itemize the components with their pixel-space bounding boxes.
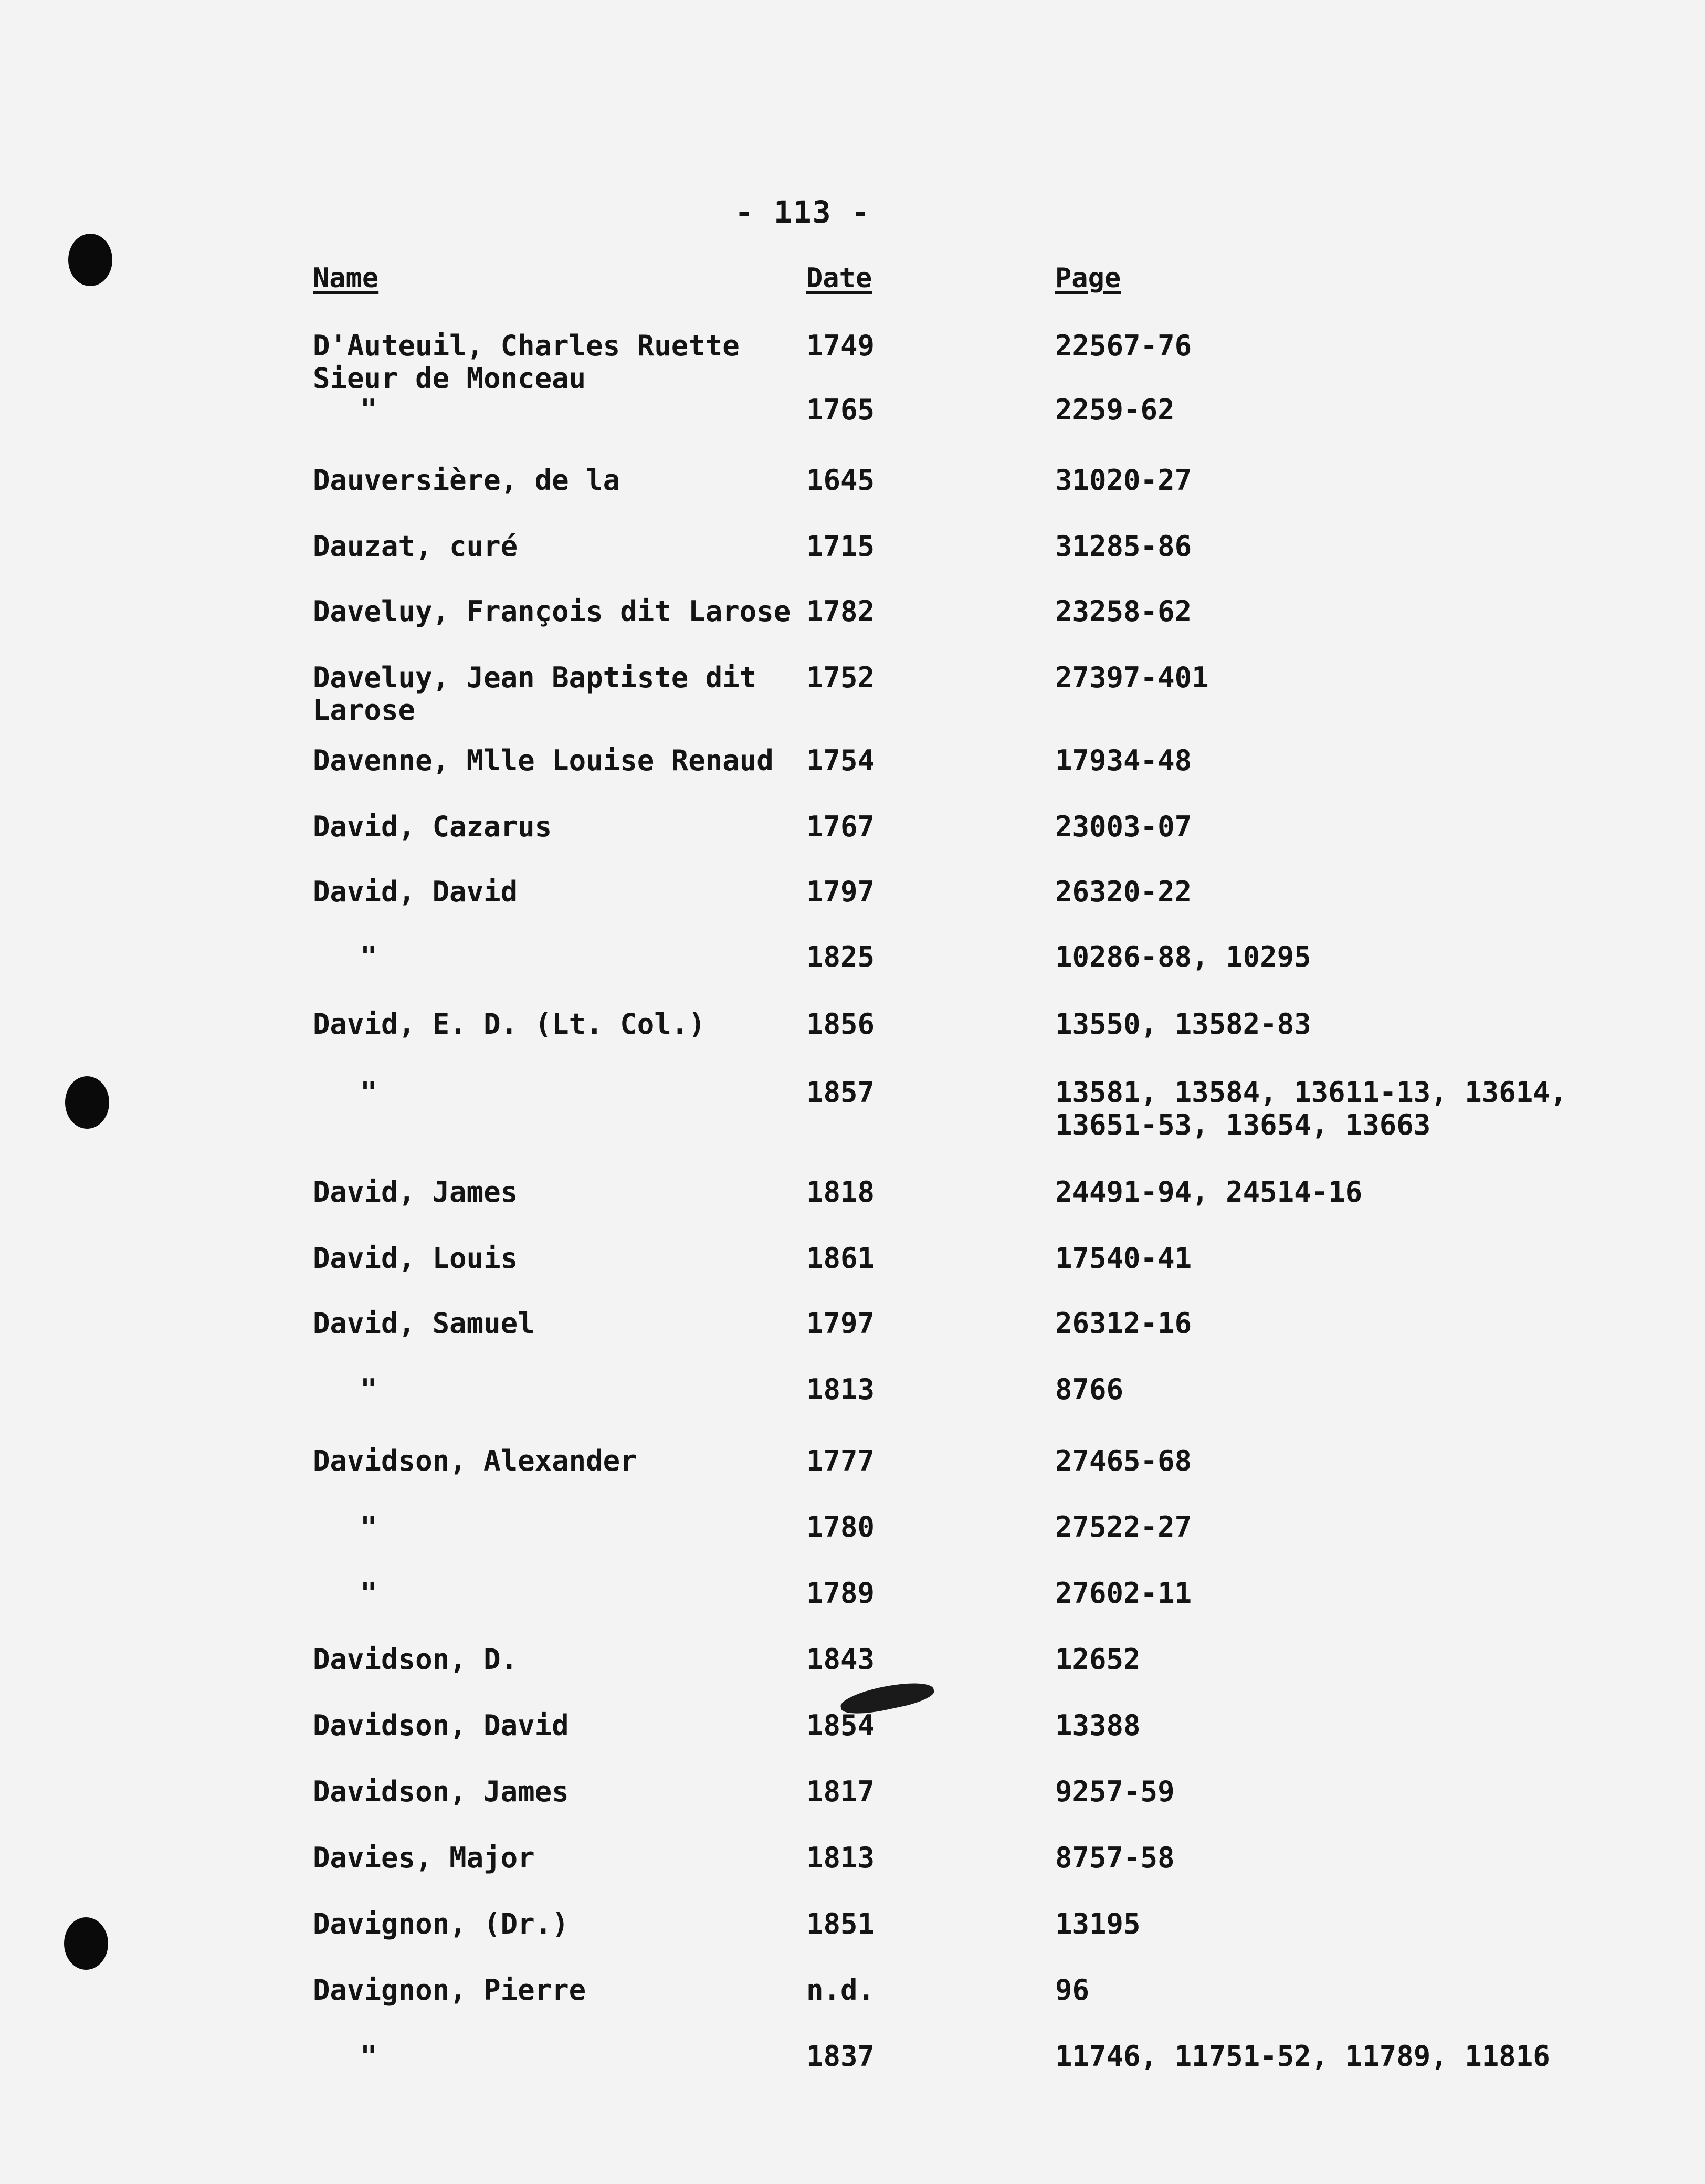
entry-page: 11746, 11751-52, 11789, 11816: [1055, 2040, 1550, 2073]
entry-name: Dauversière, de la: [313, 464, 620, 497]
entry-date: 1715: [806, 530, 875, 563]
entry-date: 1857: [806, 1076, 875, 1109]
entry-name: ": [360, 940, 377, 973]
entry-date: 1797: [806, 1307, 875, 1340]
entry-name: Davignon, Pierre: [313, 1973, 586, 2007]
entry-date: 1856: [806, 1007, 875, 1041]
column-header-date: Date: [806, 262, 872, 294]
entry-date: 1754: [806, 744, 875, 777]
entry-date: 1818: [806, 1175, 875, 1209]
entry-page: 27397-401: [1055, 661, 1209, 694]
entry-date: 1813: [806, 1841, 875, 1874]
entry-page: 24491-94, 24514-16: [1055, 1175, 1363, 1209]
entry-page: 9257-59: [1055, 1775, 1175, 1808]
entry-name: Davies, Major: [313, 1841, 535, 1874]
binder-hole-bottom: [64, 1917, 108, 1970]
entry-date: 1782: [806, 595, 875, 628]
entry-name: Davignon, (Dr.): [313, 1907, 569, 1940]
entry-page: 26320-22: [1055, 875, 1192, 908]
entry-name: ": [360, 1577, 377, 1610]
entry-name: D'Auteuil, Charles Ruette Sieur de Monceau: [313, 329, 740, 395]
entry-date: 1861: [806, 1242, 875, 1275]
entry-name: Davidson, Alexander: [313, 1444, 637, 1477]
entry-date: 1854: [806, 1709, 875, 1742]
entry-page: 26312-16: [1055, 1307, 1192, 1340]
entry-name: David, E. D. (Lt. Col.): [313, 1007, 706, 1041]
entry-name: David, Samuel: [313, 1307, 535, 1340]
entry-date: 1767: [806, 810, 875, 843]
entry-page: 27522-27: [1055, 1510, 1192, 1544]
entry-name: ": [360, 2040, 377, 2073]
entry-date: n.d.: [806, 1973, 875, 2007]
entry-page: 8757-58: [1055, 1841, 1175, 1874]
entry-date: 1777: [806, 1444, 875, 1477]
entry-name: ": [360, 393, 377, 426]
binder-hole-top: [68, 234, 112, 286]
entry-page: 17540-41: [1055, 1242, 1192, 1275]
entry-date: 1843: [806, 1643, 875, 1676]
entry-date: 1749: [806, 329, 875, 362]
entry-name: Dauzat, curé: [313, 530, 518, 563]
entry-name: Davidson, James: [313, 1775, 569, 1808]
entry-date: 1752: [806, 661, 875, 694]
entry-name: Davidson, D.: [313, 1643, 518, 1676]
binder-hole-middle: [65, 1076, 109, 1129]
entry-name: David, James: [313, 1175, 518, 1209]
entry-page: 23258-62: [1055, 595, 1192, 628]
entry-page: 12652: [1055, 1643, 1141, 1676]
entry-name: David, David: [313, 875, 518, 908]
entry-date: 1789: [806, 1577, 875, 1610]
entry-date: 1780: [806, 1510, 875, 1544]
entry-name: Davenne, Mlle Louise Renaud: [313, 744, 774, 777]
entry-page: 31020-27: [1055, 464, 1192, 497]
entry-name: Davidson, David: [313, 1709, 569, 1742]
entry-date: 1851: [806, 1907, 875, 1940]
entry-page: 17934-48: [1055, 744, 1192, 777]
entry-page: 2259-62: [1055, 393, 1175, 426]
entry-date: 1645: [806, 464, 875, 497]
entry-page: 13550, 13582-83: [1055, 1007, 1311, 1041]
column-header-name: Name: [313, 262, 379, 294]
entry-name: Daveluy, François dit Larose: [313, 595, 791, 628]
entry-date: 1825: [806, 940, 875, 973]
entry-page: 27602-11: [1055, 1577, 1192, 1610]
column-header-page: Page: [1055, 262, 1121, 294]
entry-page: 13195: [1055, 1907, 1141, 1940]
entry-page: 8766: [1055, 1373, 1124, 1406]
entry-page: 22567-76: [1055, 329, 1192, 362]
entry-name: Daveluy, Jean Baptiste dit Larose: [313, 661, 757, 727]
entry-date: 1765: [806, 393, 875, 426]
entry-name: ": [360, 1373, 377, 1406]
entry-page: 27465-68: [1055, 1444, 1192, 1477]
entry-name: ": [360, 1076, 377, 1109]
entry-date: 1797: [806, 875, 875, 908]
entry-page: 13388: [1055, 1709, 1141, 1742]
entry-name: David, Cazarus: [313, 810, 552, 843]
entry-date: 1817: [806, 1775, 875, 1808]
entry-page: 13581, 13584, 13611-13, 13614, 13651-53, 13654, 13663: [1055, 1076, 1567, 1141]
entry-page: 31285-86: [1055, 530, 1192, 563]
entry-name: David, Louis: [313, 1242, 518, 1275]
entry-page: 96: [1055, 1973, 1090, 2007]
entry-page: 10286-88, 10295: [1055, 940, 1311, 973]
page-number: - 113 -: [735, 194, 871, 230]
entry-page: 23003-07: [1055, 810, 1192, 843]
entry-name: ": [360, 1510, 377, 1544]
entry-date: 1837: [806, 2040, 875, 2073]
entry-date: 1813: [806, 1373, 875, 1406]
